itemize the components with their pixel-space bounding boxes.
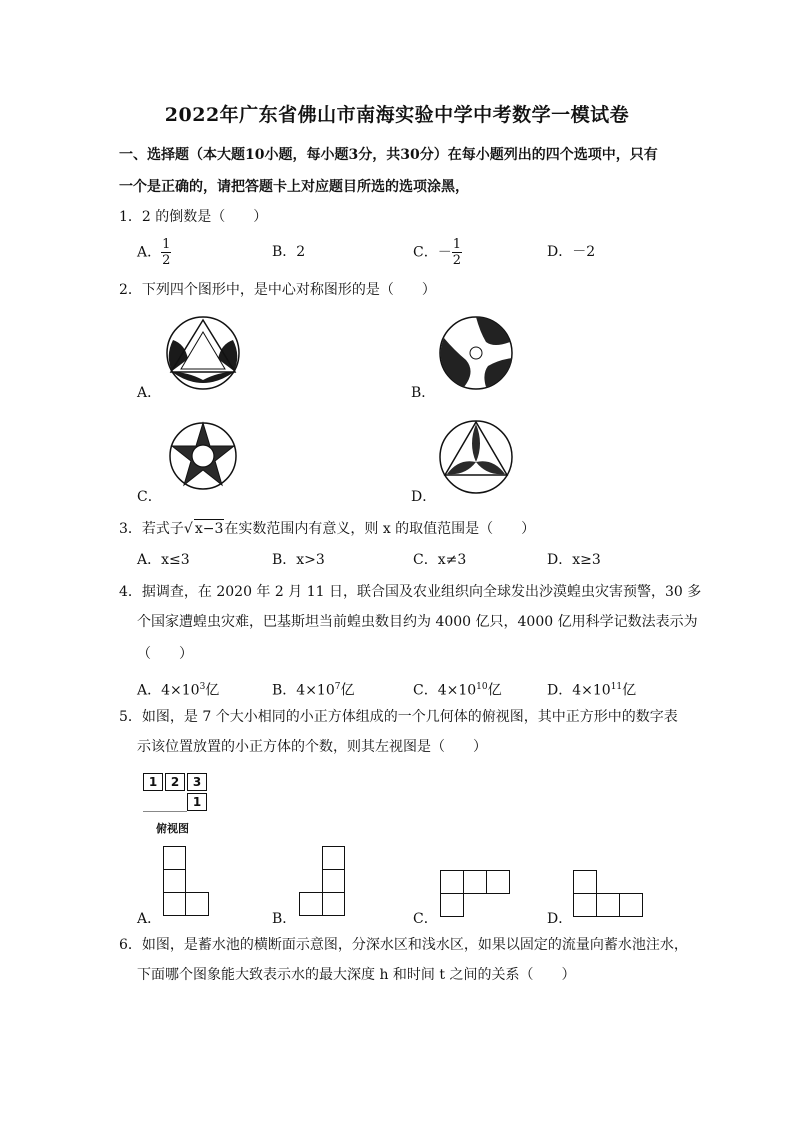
fraction-numerator: 1: [162, 237, 171, 252]
q3-option-c: C．x≠3: [413, 552, 467, 568]
q2-option-b: B．: [411, 385, 436, 401]
q1-option-c-fraction: [452, 237, 462, 268]
question-3-stem: [119, 519, 535, 538]
section-heading-line2: 一个是正确的，请把答题卡上对应题目所选的选项涂黑，: [119, 179, 469, 195]
question-4-line2: 个国家遭蝗虫灾难，巴基斯坦当前蝗虫数目约为 4000 亿只，4000 亿用科学记数法表示为: [137, 614, 698, 630]
q5-option-d: D．: [547, 911, 573, 927]
q5-option-c: C．: [413, 911, 438, 927]
grid-shadow-line: [143, 811, 187, 812]
q5-option-d-view: [573, 870, 645, 920]
option-unit: 亿: [205, 682, 220, 699]
q2-figure-d-triangle-leaves: [437, 418, 515, 496]
q5-option-b: B．: [272, 911, 297, 927]
question-6-line2: 下面哪个图象能大致表示水的最大深度 h 和时间 t 之间的关系（ ）: [137, 967, 576, 983]
q2-option-a: A．: [137, 385, 162, 401]
exponent: 3: [199, 682, 206, 692]
q3-stem-suffix: 在实数范围内有意义，则 x 的取值范围是（ ）: [224, 521, 536, 537]
q4-option-c: [413, 678, 502, 700]
q5-option-a: A．: [137, 911, 162, 927]
q5-option-c-view: [440, 870, 512, 920]
q2-figure-c-star-in-circle: [167, 420, 239, 492]
q1-option-b: B．2: [272, 244, 306, 260]
question-6-line1: 6．如图，是蓄水池的横断面示意图，分深水区和浅水区，如果以固定的流量向蓄水池注水，: [119, 937, 688, 953]
fraction-numerator: 1: [452, 237, 461, 252]
section-heading-line1: 一、选择题（本大题10小题，每小题3分，共30分）在每小题列出的四个选项中，只有: [119, 147, 658, 163]
q4-option-d: [547, 678, 636, 700]
exponent: 10: [476, 682, 488, 692]
question-1-stem: 1．2 的倒数是（ ）: [119, 209, 268, 225]
q4-option-b: [272, 678, 354, 700]
question-2-stem: 2．下列四个图形中，是中心对称图形的是（ ）: [119, 282, 436, 298]
q3-option-a: A．x≤3: [137, 552, 190, 568]
q5-option-b-view: [299, 846, 349, 918]
question-5-line1: 5．如图，是 7 个大小相同的小正方体组成的一个几何体的俯视图，其中正方形中的数字表: [119, 709, 678, 725]
top-view-cell: 3: [187, 773, 207, 791]
q3-option-d: D．x≥3: [547, 552, 601, 568]
option-text: B．4×10: [272, 682, 335, 699]
option-unit: 亿: [340, 682, 355, 699]
option-text: C．4×10: [413, 682, 477, 699]
q3-stem-prefix: 3．若式子: [119, 521, 184, 537]
q3-radicand: x−3: [194, 521, 224, 537]
q1-option-a-label: A．: [137, 244, 162, 261]
top-view-cell: 1: [143, 773, 163, 791]
exponent: 7: [334, 682, 341, 692]
q3-option-b: B．x>3: [272, 552, 325, 568]
q4-option-a: [137, 678, 219, 700]
option-text: A．4×10: [137, 682, 200, 699]
q2-figure-b-three-lobes: [436, 314, 516, 392]
q1-option-d: D．－2: [547, 244, 596, 260]
q1-option-a-fraction: [161, 237, 171, 268]
exponent: 11: [610, 682, 623, 692]
fraction-denominator: 2: [162, 253, 171, 268]
q5-option-a-view: [163, 846, 213, 918]
top-view-label: 俯视图: [156, 822, 189, 835]
fraction-denominator: 2: [452, 253, 461, 268]
q2-option-d: D．: [411, 489, 437, 505]
q2-figure-a-circle-triangle: [163, 314, 243, 392]
q2-option-c: C．: [137, 489, 162, 505]
sqrt-symbol: √: [183, 521, 193, 537]
top-view-cell: 1: [187, 793, 207, 811]
option-unit: 亿: [622, 682, 637, 699]
q1-option-c-label: C．－: [413, 244, 452, 261]
option-unit: 亿: [487, 682, 502, 699]
q1-option-a: [137, 237, 171, 268]
q1-option-c: [413, 237, 462, 268]
top-view-cell: 2: [165, 773, 185, 791]
question-4-line1: 4．据调查，在 2020 年 2 月 11 日，联合国及农业组织向全球发出沙漠蝗虫灾害预警，30 多: [119, 584, 702, 600]
question-5-line2: 示该位置放置的小正方体的个数，则其左视图是（ ）: [137, 739, 487, 755]
page-title: 2022年广东省佛山市南海实验中学中考数学一模试卷: [164, 104, 630, 126]
question-4-line3: （ ）: [137, 646, 193, 662]
option-text: D．4×10: [547, 682, 611, 699]
